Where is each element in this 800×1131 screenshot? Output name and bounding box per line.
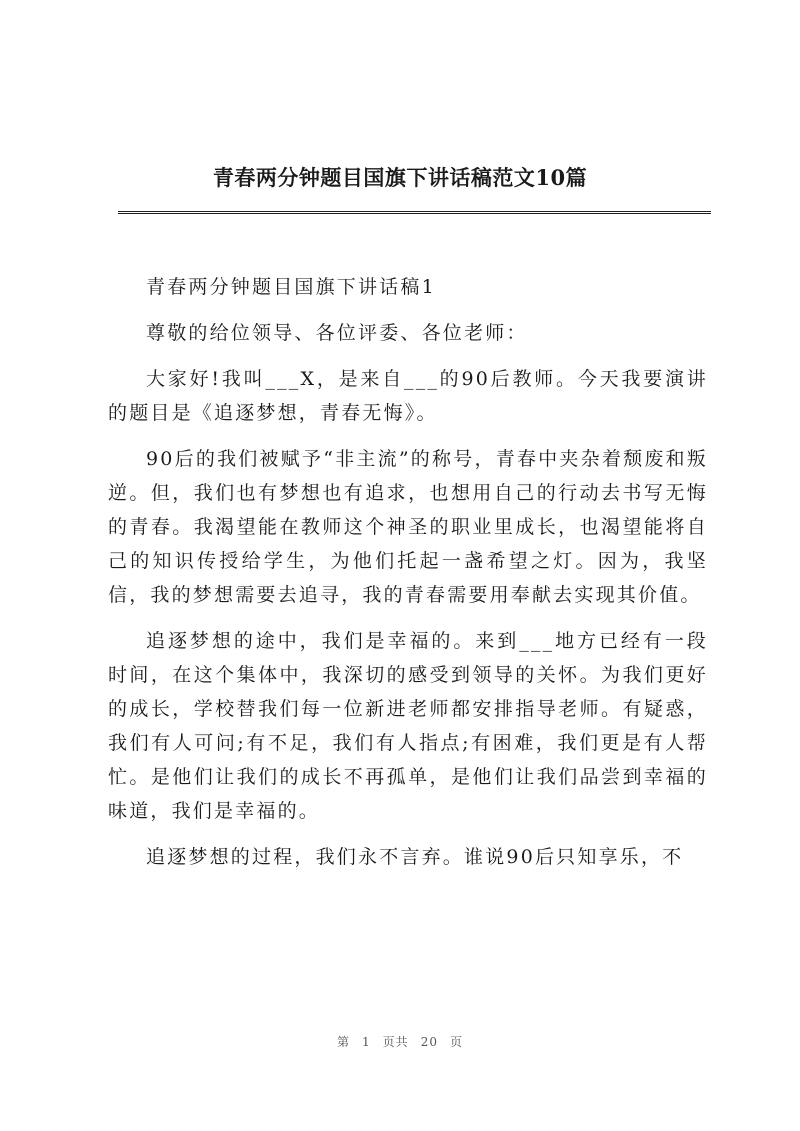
paragraph: 大家好!我叫___X，是来自___的90后教师。今天我要演讲的题目是《追逐梦想，青春无悔》。 [108, 368, 708, 424]
footer-suffix: 页 [449, 1035, 463, 1049]
page-title: 青春两分钟题目国旗下讲话稿范文10篇 [212, 165, 588, 190]
footer-middle: 页共 [382, 1035, 409, 1049]
paragraph-salutation: 尊敬的给位领导、各位评委、各位老师： [146, 322, 528, 344]
total-pages-number: 20 [420, 1035, 438, 1049]
paragraph-heading: 青春两分钟题目国旗下讲话稿1 [146, 276, 436, 298]
paragraph: 90后的我们被赋予“非主流”的称号，青春中夹杂着颓废和叛逆。但，我们也有梦想也有追求，也想用自己的行动去书写无悔的青春。我渴望能在教师这个神圣的职业里成长，也渴望能将自己的知识传授给学生，为他们托起一盏希望之灯。因为，我坚信，我的梦想需要去追寻，我的青春需要用奉献去实现其价值。 [108, 448, 708, 606]
paragraph: 追逐梦想的途中，我们是幸福的。来到___地方已经有一段时间，在这个集体中，我深切的感受到领导的关怀。为我们更好的成长，学校替我们每一位新进老师都安排指导老师。有疑惑，我们有人可问;有不足，我们有人指点;有困难，我们更是有人帮忙。是他们让我们的成长不再孤单，是他们让我们品尝到幸福的味道，我们是幸福的。 [108, 630, 708, 822]
title-divider [118, 211, 711, 214]
document-body [108, 270, 708, 886]
current-page-number: 1 [362, 1035, 371, 1049]
page-footer [0, 1033, 800, 1050]
paragraph: 追逐梦想的过程，我们永不言弃。谁说90后只知享乐，不 [146, 846, 684, 868]
footer-prefix: 第 [337, 1035, 351, 1049]
